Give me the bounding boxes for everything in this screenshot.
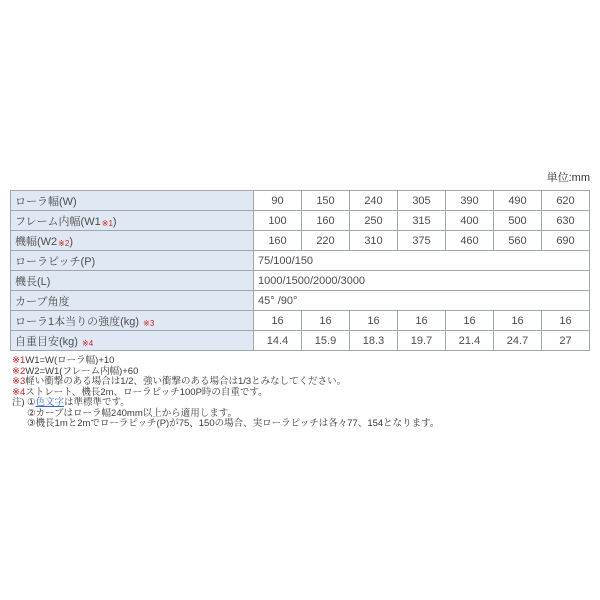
note-line xyxy=(12,398,590,409)
table-row xyxy=(11,291,590,311)
footnote-marker: ※2 xyxy=(58,238,70,248)
footnote-marker: ※3 xyxy=(12,376,26,387)
value-cell: 100 xyxy=(254,211,302,231)
table-row xyxy=(11,331,590,351)
note-text: ②カーブはローラ幅240mm以上から適用します。 xyxy=(27,407,237,419)
value-cell: 390 xyxy=(446,191,494,211)
note-prefix xyxy=(12,419,27,430)
value-cell: 160 xyxy=(254,231,302,251)
note-text: ③機長1mと2mでローラピッチ(P)が75、150の場合、実ローラピッチは各々77、154となります。 xyxy=(27,418,440,429)
value-cell: 560 xyxy=(494,231,542,251)
footnote-line: ※4ストレート、機長2m、ローラピッチ100P時の自重です。 xyxy=(12,386,268,398)
colored-text-sample[interactable]: 色文字 xyxy=(35,397,65,408)
value-cell: 160 xyxy=(302,211,350,231)
value-cell: 620 xyxy=(542,191,590,211)
row-label: カーブ角度 xyxy=(11,291,254,311)
value-cell: 315 xyxy=(398,211,446,231)
value-cell: 240 xyxy=(350,191,398,211)
value-cell: 21.4 xyxy=(446,331,494,351)
note-line xyxy=(12,419,590,430)
footnote-marker: ※1 xyxy=(12,355,26,366)
value-cell: 14.4 xyxy=(254,331,302,351)
footnote-line: ※1W1=W(ローラ幅)+10 xyxy=(12,355,115,366)
spec-section xyxy=(10,170,590,430)
table-row xyxy=(11,211,590,231)
value-cell: 16 xyxy=(302,311,350,331)
value-cell: 305 xyxy=(398,191,446,211)
value-cell: 16 xyxy=(398,311,446,331)
footnote-marker: ※2 xyxy=(12,365,26,377)
value-cell: 490 xyxy=(494,191,542,211)
row-label: 自重目安(kg) ※4 xyxy=(11,331,254,351)
value-cell: 16 xyxy=(446,311,494,331)
value-cell: 16 xyxy=(350,311,398,331)
value-cell: 16 xyxy=(254,311,302,331)
row-label: ローラ1本当りの強度(kg) ※3 xyxy=(11,311,254,331)
unit-label: 単位:mm xyxy=(546,172,590,184)
value-cell: 375 xyxy=(398,231,446,251)
row-label: 機長(L) xyxy=(11,271,254,291)
footnotes xyxy=(12,356,590,398)
row-label: フレーム内幅(W1※1) xyxy=(11,211,254,231)
notes xyxy=(12,398,590,430)
footnote-marker: ※1 xyxy=(101,218,113,228)
value-cell: 16 xyxy=(542,311,590,331)
value-cell: 19.7 xyxy=(398,331,446,351)
value-cell: 24.7 xyxy=(494,331,542,351)
span-value-cell: 75/100/150 xyxy=(254,251,590,271)
row-label: ローラピッチ(P) xyxy=(11,251,254,271)
row-label: 機幅(W2※2) xyxy=(11,231,254,251)
span-value-cell: 1000/1500/2000/3000 xyxy=(254,271,590,291)
spec-table xyxy=(10,190,590,351)
spec-table-body xyxy=(11,191,590,351)
value-cell: 690 xyxy=(542,231,590,251)
value-cell: 18.3 xyxy=(350,331,398,351)
table-row xyxy=(11,191,590,211)
table-row xyxy=(11,251,590,271)
footnote-marker: ※3 xyxy=(143,318,155,328)
table-row xyxy=(11,271,590,291)
value-cell: 310 xyxy=(350,231,398,251)
value-cell: 16 xyxy=(494,311,542,331)
table-row xyxy=(11,311,590,331)
value-cell: 90 xyxy=(254,191,302,211)
note-prefix xyxy=(12,409,27,420)
note-prefix: 注) xyxy=(12,397,25,408)
value-cell: 27 xyxy=(542,331,590,351)
table-row xyxy=(11,231,590,251)
footnote-marker: ※4 xyxy=(82,338,94,348)
value-cell: 500 xyxy=(494,211,542,231)
value-cell: 220 xyxy=(302,231,350,251)
value-cell: 460 xyxy=(446,231,494,251)
value-cell: 150 xyxy=(302,191,350,211)
value-cell: 400 xyxy=(446,211,494,231)
value-cell: 15.9 xyxy=(302,331,350,351)
footnote-marker: ※4 xyxy=(12,386,26,398)
row-label: ローラ幅(W) xyxy=(11,191,254,211)
value-cell: 630 xyxy=(542,211,590,231)
footnote-line: ※2W2=W1(フレーム内幅)+60 xyxy=(12,365,139,377)
value-cell: 250 xyxy=(350,211,398,231)
span-value-cell: 45° /90° xyxy=(254,291,590,311)
footnote-line: ※3軽い衝撃のある場合は1/2、強い衝撃のある場合は1/3とみなしてください。 xyxy=(12,376,347,387)
note-text: ①色文字は準標準です。 xyxy=(27,397,130,408)
